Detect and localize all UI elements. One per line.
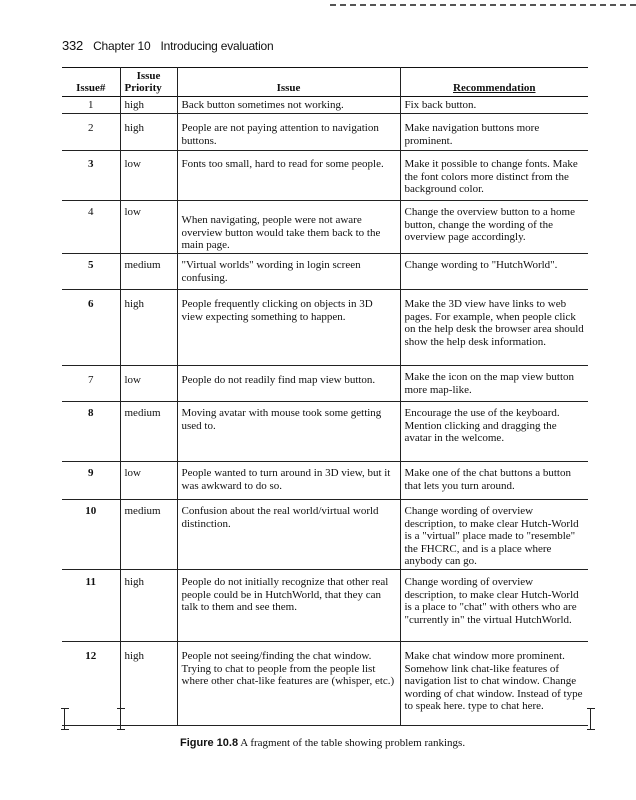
issue-number: 12 (85, 650, 97, 663)
issue-priority: high (120, 114, 177, 151)
issue-number: 3 (88, 158, 94, 171)
running-head (62, 38, 274, 53)
table-row (62, 201, 588, 254)
issue-number: 7 (88, 374, 94, 387)
issue-number: 1 (88, 98, 94, 111)
issue-priority: high (120, 96, 177, 113)
issue-number: 9 (88, 467, 94, 480)
recommendation-text: Make navigation buttons more prominent. (400, 114, 588, 151)
issue-number: 10 (85, 505, 97, 518)
figure-caption-text: A fragment of the table showing problem rankings. (240, 737, 466, 749)
continuation-bracket-left (64, 708, 71, 730)
table-row (62, 642, 588, 726)
issue-priority: medium (120, 500, 177, 570)
issue-text: Fonts too small, hard to read for some people. (177, 151, 400, 201)
recommendation-text: Change wording to "HutchWorld". (400, 254, 588, 290)
issue-text: When navigating, people were not aware overview button would take them back to the main page. (177, 201, 400, 254)
issue-text: People are not paying attention to navigation buttons. (177, 114, 400, 151)
page-number: 332 (62, 38, 84, 53)
issue-text: People frequently clicking on objects in 3D view expecting something to happen. (177, 290, 400, 366)
continuation-bracket-priority (120, 708, 127, 730)
col-issue-priority (120, 68, 177, 97)
issue-text: Back button sometimes not working. (177, 96, 400, 113)
issue-text: People not seeing/finding the chat window. Trying to chat to people from the people list where other chat-like features are (whisper, etc.) (177, 642, 400, 726)
figure-label: Figure 10.8 (180, 737, 239, 749)
table-row (62, 254, 588, 290)
table-row (62, 366, 588, 402)
recommendation-text: Encourage the use of the keyboard. Mention clicking and dragging the avatar in the welcome. (400, 402, 588, 462)
issue-number: 4 (88, 206, 94, 219)
issue-priority: high (120, 570, 177, 642)
issue-number: 11 (85, 576, 96, 589)
recommendation-text: Make the icon on the map view button more map-like. (400, 366, 588, 402)
issue-text: People do not readily find map view button. (177, 366, 400, 402)
recommendation-text: Change wording of overview description, to make clear Hutch-World is a place to "chat" with others who are "currently in" the virtual HutchWorld. (400, 570, 588, 642)
table-header-row (62, 68, 588, 97)
issue-number: 2 (88, 122, 94, 135)
table-row (62, 500, 588, 570)
issue-priority: medium (120, 254, 177, 290)
table-row (62, 570, 588, 642)
col-recommendation: Recommendation (400, 68, 588, 97)
issue-priority: low (120, 151, 177, 201)
continuation-bracket-right (590, 708, 597, 730)
recommendation-text: Make the 3D view have links to web pages. For example, when people click on the help desk the browser area should show the help desk information. (400, 290, 588, 366)
table-row (62, 290, 588, 366)
issue-priority: medium (120, 402, 177, 462)
issue-text: People wanted to turn around in 3D view, but it was awkward to do so. (177, 462, 400, 500)
figure-caption (180, 737, 465, 749)
issue-number: 8 (88, 407, 94, 420)
recommendation-text: Change wording of overview description, to make clear Hutch-World is a "virtual" place made to "resemble" the FHCRC, and is a place where anybody can go. (400, 500, 588, 570)
col-priority-line1: Issue (136, 70, 161, 82)
issue-text: People do not initially recognize that other real people could be in HutchWorld, that they can talk to them and see them. (177, 570, 400, 642)
col-issue: Issue (177, 68, 400, 97)
table-row (62, 114, 588, 151)
table-row (62, 151, 588, 201)
col-issue-number: Issue# (76, 82, 106, 95)
issue-text: Moving avatar with mouse took some getting used to. (177, 402, 400, 462)
chapter-title: Introducing evaluation (160, 39, 274, 53)
issue-priority: high (120, 290, 177, 366)
top-rule (330, 4, 636, 6)
issue-text: Confusion about the real world/virtual world distinction. (177, 500, 400, 570)
issue-text: "Virtual worlds" wording in login screen confusing. (177, 254, 400, 290)
recommendation-text: Make one of the chat buttons a button that lets you turn around. (400, 462, 588, 500)
issue-number: 5 (88, 259, 94, 272)
issue-priority: low (120, 462, 177, 500)
recommendation-text: Make chat window more prominent. Somehow link chat-like features of navigation list to chat window. Change wording of chat window. Instead of type to speak here. type to chat here. (400, 642, 588, 726)
table-row (62, 402, 588, 462)
recommendation-text: Fix back button. (400, 96, 588, 113)
table-row (62, 462, 588, 500)
issue-number: 6 (88, 298, 94, 311)
issue-priority: low (120, 201, 177, 254)
issue-priority: high (120, 642, 177, 726)
chapter-label: Chapter 10 (93, 39, 151, 53)
problem-rankings-table (62, 67, 588, 726)
recommendation-text: Make it possible to change fonts. Make the font colors more distinct from the background color. (400, 151, 588, 201)
table-row (62, 96, 588, 113)
col-priority-line2: Priority (124, 82, 162, 95)
recommendation-text: Change the overview button to a home button, change the wording of the overview page accordingly. (400, 201, 588, 254)
issue-priority: low (120, 366, 177, 402)
